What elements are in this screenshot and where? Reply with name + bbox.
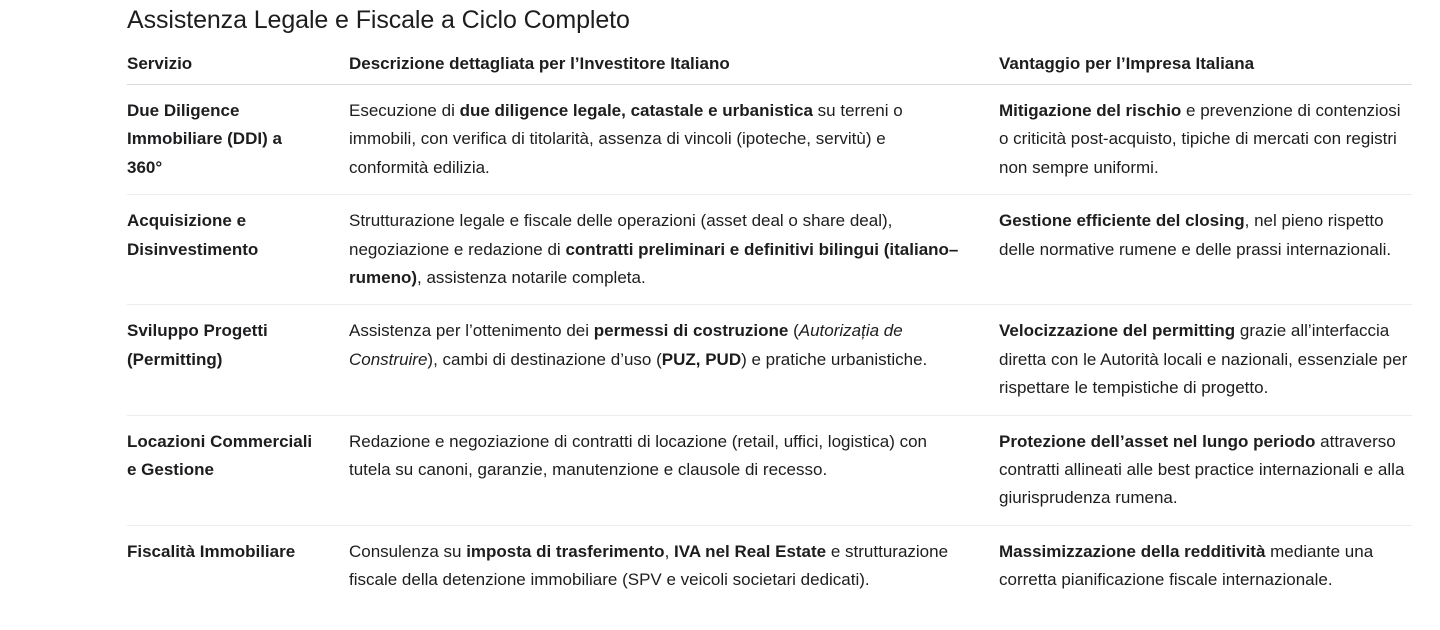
services-table bbox=[127, 42, 1412, 607]
service-cell: Fiscalità Immobiliare bbox=[127, 541, 296, 561]
adv-text: mediante una corretta pianificazione fiscale internazionale. bbox=[999, 541, 1374, 590]
desc-emphasis: IVA nel Real Estate bbox=[674, 541, 827, 561]
desc-italic: Autorizația de Construire bbox=[349, 321, 903, 369]
desc-text: e strutturazione fiscale della detenzione immobiliare (SPV e veicoli societari dedicati). bbox=[349, 541, 949, 590]
adv-emphasis: Massimizzazione della redditività bbox=[999, 541, 1266, 561]
desc-emphasis: due diligence legale, catastale e urbanistica bbox=[459, 101, 813, 120]
service-cell: Acquisizione e Disinvestimento bbox=[127, 195, 349, 305]
desc-text: ) e pratiche urbanistiche. bbox=[741, 349, 928, 369]
advantage-cell bbox=[999, 525, 1412, 606]
table-row bbox=[127, 195, 1412, 305]
adv-text: , nel pieno rispetto delle normative rumene e delle prassi internazionali. bbox=[999, 211, 1392, 259]
desc-text: Assistenza per l’ottenimento dei bbox=[349, 321, 594, 341]
desc-emphasis: imposta di trasferimento bbox=[466, 541, 665, 561]
advantage-cell bbox=[999, 85, 1412, 195]
page-title: Assistenza Legale e Fiscale a Ciclo Completo bbox=[127, 6, 630, 34]
description-cell bbox=[349, 195, 999, 305]
advantage-cell bbox=[999, 305, 1412, 415]
description-cell bbox=[349, 415, 999, 525]
table-row bbox=[127, 85, 1412, 195]
adv-emphasis: Velocizzazione del permitting bbox=[999, 321, 1236, 341]
table-row bbox=[127, 525, 1412, 606]
adv-text: grazie all’interfaccia diretta con le Autorità locali e nazionali, essenziale per rispettare le tempistiche di progetto. bbox=[999, 321, 1408, 398]
adv-emphasis: Mitigazione del rischio bbox=[999, 101, 1182, 120]
advantage-cell bbox=[999, 415, 1412, 525]
desc-text: Esecuzione di bbox=[349, 101, 460, 120]
adv-emphasis: Protezione dell’asset nel lungo periodo bbox=[999, 431, 1316, 451]
desc-emphasis: PUZ, PUD bbox=[661, 349, 742, 369]
description-cell bbox=[349, 305, 999, 415]
service-cell: Locazioni Commerciali e Gestione bbox=[127, 415, 349, 525]
service-cell: Sviluppo Progetti (Permitting) bbox=[127, 305, 349, 415]
description-cell bbox=[349, 85, 999, 195]
desc-text: Strutturazione legale e fiscale delle operazioni (asset deal o share deal), negoziazione e redazione di bbox=[349, 211, 893, 259]
advantage-cell bbox=[999, 195, 1412, 305]
desc-text: , bbox=[664, 541, 675, 561]
adv-emphasis: Gestione efficiente del closing bbox=[999, 211, 1245, 231]
table-header bbox=[127, 42, 1412, 85]
desc-text: Redazione e negoziazione di contratti di locazione (retail, uffici, logistica) con tutela su canoni, garanzie, manutenzione e clausole di recesso. bbox=[349, 431, 928, 480]
desc-text: su terreni o immobili, con verifica di titolarità, assenza di vincoli (ipoteche, servitù) e conformità edilizia. bbox=[349, 101, 903, 177]
header-advantage: Vantaggio per l’Impresa Italiana bbox=[999, 42, 1412, 85]
desc-emphasis: permessi di costruzione bbox=[593, 321, 789, 341]
service-cell: Due Diligence Immobiliare (DDI) a 360° bbox=[127, 85, 349, 195]
desc-text: Consulenza su bbox=[349, 541, 467, 561]
description-cell bbox=[349, 525, 999, 606]
document-content bbox=[127, 0, 1412, 607]
header-service: Servizio bbox=[127, 42, 349, 85]
table-row bbox=[127, 305, 1412, 415]
desc-emphasis: contratti preliminari e definitivi bilingui (italiano–rumeno) bbox=[349, 239, 959, 288]
header-description: Descrizione dettagliata per l’Investitore Italiano bbox=[349, 42, 999, 85]
desc-text: ), cambi di destinazione d’uso ( bbox=[427, 349, 662, 369]
desc-text: , assistenza notarile completa. bbox=[417, 268, 646, 288]
adv-text: attraverso contratti allineati alle best practice internazionali e alla giurisprudenza rumena. bbox=[999, 431, 1405, 508]
table-row bbox=[127, 415, 1412, 525]
desc-text: ( bbox=[788, 321, 799, 341]
header-row bbox=[127, 42, 1412, 85]
adv-text: e prevenzione di contenziosi o criticità post-acquisto, tipiche di mercati con registri non sempre uniformi. bbox=[999, 101, 1401, 177]
